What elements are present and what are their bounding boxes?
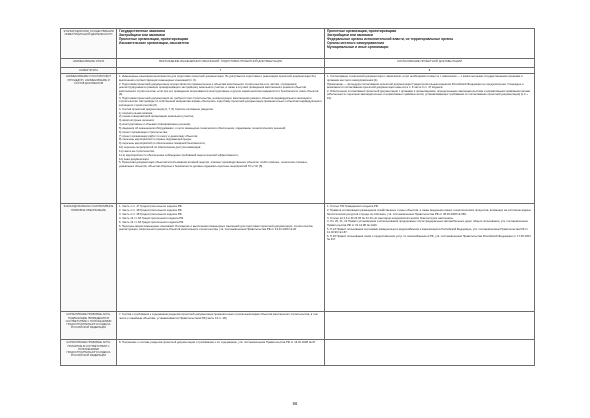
paragraph: 2) схема планировочной организации земельного участка; bbox=[119, 115, 194, 119]
paragraph: 5. Проектная документация объектов использования атомной энергии, опасных производственных объектов, особо опасных, технически сложных, уникальных объектов, объектов обороны и безопасности должна содержать перечень мероприятий ГО и ЧС [5]. bbox=[119, 161, 308, 168]
row-label: НАИМЕНОВАНИЕ И СОСТАВ РАБОТ (ПРОЦЕДУР), НАИМЕНОВАНИЕ И СОСТАВ ДОКУМЕНТОВ bbox=[61, 74, 117, 204]
acts-to-align-left-text bbox=[117, 312, 325, 340]
stage-name-right: СОГЛАСОВАНИЕ ПРОЕКТНОЙ ДОКУМЕНТАЦИИ bbox=[325, 59, 535, 68]
row-label: ЗАКОНОДАТЕЛЬНОЕ И НОРМАТИВНОЕ ПРАВОВОЕ ОБЕСПЕЧЕНИЕ bbox=[61, 204, 117, 312]
paragraph: 6) проект организации строительства; bbox=[119, 130, 168, 134]
paragraph: 7) проект организации работ по сносу и демонтажу объектов; bbox=[119, 134, 198, 138]
paragraph: 4. Часть 12 ст. 48 Градостроительного кодекса РФ. bbox=[119, 216, 184, 220]
row-label: НОРМАТИВНЫЕ ПРАВОВЫЕ АКТЫ, ПРИНЯТЫЕ В СООТВЕТСТВИИ С ПОЛОЖЕНИЯМИ ГРАДОСТРОИТЕЛЬНОГО КОДЕКСА РОССИЙСКОЙ ФЕДЕРАЦИИ bbox=[61, 340, 117, 366]
paragraph: 3. Часть 2 ст. 48 Градостроительного кодекса РФ. bbox=[119, 213, 183, 217]
participant-line: Органы местного самоуправления bbox=[327, 40, 385, 45]
paragraph: 1. Часть 1 ст. 47 Градостроительного кодекса РФ. bbox=[119, 205, 183, 209]
paragraph: 5. П.23 Правил пользования системами коммунального водоснабжения и канализации в Российской Федерации, утв. постановлением Правительства РФ от 12.02.99 № 167. bbox=[327, 227, 528, 235]
paragraph: 1) пояснительная записка; bbox=[119, 111, 153, 115]
participant-line: Государственные заказчики bbox=[119, 29, 166, 33]
paragraph: 6. П.26 Правил пользования газом и предоставления услуг по газоснабжению в РФ, утв. постановлением Правительства Российской Федерации от 17.05.2002 № 317. bbox=[327, 234, 531, 242]
paragraph: 7. Состав и требования к содержанию разделов проектной документации применительно к различным видам объектов капитального строительства, в том числе к линейным объектам, устанавливаются Правительством РФ [часть 13 ст. 48]. bbox=[119, 313, 318, 320]
participant-line: Муниципальные и иные организации bbox=[327, 44, 389, 49]
page-number: 66 bbox=[292, 401, 298, 406]
paragraph: 3. Подготовка проектной документации не требуется при строительстве, реконструкции, капитальном ремонте объектов индивидуального жилищного строительства. Застройщик по собственной инициативе вправе обеспечить подготовку проектной документации применительно к объектам индивидуального жилищного строительства [3]. bbox=[119, 96, 322, 107]
acts-adopted-row bbox=[61, 340, 535, 366]
table-header-row bbox=[61, 29, 535, 59]
paragraph: 4) конструктивные и объемно-планировочные решения; bbox=[119, 123, 191, 127]
paragraph: 4. Состав проектной документации [4, 7, 8]. Краткое изложение разделов: bbox=[119, 107, 214, 111]
paragraph: 6. Перечень видов инженерных изысканий. Положение о выполнении инженерных изысканий для подготовки проектной документации, строительства, реконструкции, капитального ремонта объектов капитального строительства, утв. постановлением Правительства РФ от 19.01.2006 № 20 bbox=[119, 224, 314, 232]
legislation-right-text bbox=[325, 204, 535, 312]
legislation-left-text bbox=[117, 204, 325, 312]
participant-line: Проектные организации, проектировщики bbox=[119, 36, 189, 41]
right-participants-cell bbox=[325, 29, 535, 59]
stage-number-left: 7 bbox=[117, 68, 325, 74]
works-row bbox=[61, 74, 535, 204]
paragraph: 1. Статья 750 Гражданского кодекса РФ. bbox=[327, 205, 379, 209]
paragraph: 8) перечень мероприятий по охране окружающей среды; bbox=[119, 138, 192, 142]
paragraph: 1. Инженерные изыскания выполняются для подготовки проектной документации. Не допускается подготовка и реализация проектной документации без выполнения соответствующих инженерных изысканий [1, 6]. bbox=[119, 75, 316, 82]
participant-line: Изыскательские организации, изыскатели bbox=[119, 40, 189, 45]
participant-line: Проектные организации, проектировщики bbox=[327, 29, 397, 33]
participant-line: Федеральные органы исполнительной власти, их территориальные органы bbox=[327, 36, 454, 41]
stage-name-label: НАИМЕНОВАНИЕ ЭТАПА bbox=[61, 59, 117, 68]
paragraph: 11.1) мероприятия по обеспечению соблюдения требований энергетической эффективности; bbox=[119, 153, 239, 157]
stage-name-left: ВЫПОЛНЕНИЕ ИНЖЕНЕРНЫХ ИЗЫСКАНИЙ, ПОДГОТОВКА ПРОЕКТНОЙ ДОКУМЕНТАЦИИ bbox=[117, 59, 325, 68]
stage-number-right: 8 bbox=[325, 68, 535, 74]
paragraph: 11) смета на строительство; bbox=[119, 149, 155, 153]
participant-line: Застройщики или заказчики bbox=[119, 32, 165, 37]
stage-label-cell: ЭТАПЫ(ПОДЭТАПЫ) ОСУЩЕСТВЛЕНИЯ ИНВЕСТИЦИОННОЙ ДЕЯТЕЛЬНОСТИ bbox=[61, 29, 117, 59]
paragraph: 2. Правила согласования размещения хозяйственных и иных объектов, а также внедрения новых технологических процессов, влияющих на состояние водных биологических ресурсов и среды их обитания, утв. постановлением Правительства РФ от 28.06.2008 № 569. bbox=[327, 209, 532, 216]
paragraph: 3) архитектурные решения; bbox=[119, 119, 155, 123]
paragraph: 2. Подготовка проектной документации осуществляется применительно к объектам капитального строительства и их частям, строящимся, реконструируемым в границах принадлежащего застройщику земельного участка, а также в случаях проведения капитального ремонта объектов капитального строительства, если при его проведении затрагиваются конструктивные и другие характеристики надежности и безопасности таких объектов [3]. bbox=[119, 82, 319, 97]
paragraph: 5) сведения об инженерном оборудовании, о сетях инженерно-технического обеспечения, содержание технологических решений; bbox=[119, 126, 286, 130]
legislation-row bbox=[61, 204, 535, 312]
stage-number-label: НОМЕР ЭТАПА bbox=[61, 68, 117, 74]
paragraph: 4. Пп. 20, 21, 22 Правил установления и использования придорожных полос федеральных автомобильных дорог общего пользования, утв. постановлением Правительства РФ от 01.12.98 № 1420. bbox=[327, 220, 528, 227]
left-participants-cell bbox=[117, 29, 325, 59]
paragraph: 9) перечень мероприятий по обеспечению пожарной безопасности; bbox=[119, 142, 206, 146]
paragraph: Примечание — процедура согласования проектной документации Градостроительным кодексом Российской Федерации не предусмотрена. Утвержден и возможности согласования проектной документации имеется в п. 8 части 4 ст. 47 Кодекса. bbox=[327, 82, 524, 90]
paragraph: 10) перечень мероприятий по обеспечению доступа инвалидов; bbox=[119, 146, 202, 150]
paragraph: 2. Часть 1 ст. 48 Градостроительного кодекса РФ. bbox=[119, 209, 183, 213]
works-left-text bbox=[117, 74, 325, 204]
acts-to-align-row bbox=[61, 312, 535, 340]
acts-adopted-right-text bbox=[325, 340, 535, 366]
acts-adopted-left-text bbox=[117, 340, 325, 366]
works-right-text bbox=[325, 74, 535, 204]
investment-stages-table bbox=[60, 28, 535, 366]
row-label: НОРМАТИВНЫЕ ПРАВОВЫЕ АКТЫ, ПОДЛЕЖАЩИЕ ПРИВЕДЕНИЮ В СООТВЕТСТВИЕ С ПОЛОЖЕНИЯМИ ГРАДОСТРОИТЕЛЬНОГО КОДЕКСА РОССИЙСКОЙ ФЕДЕРАЦИИ bbox=[61, 312, 117, 340]
acts-to-align-right-text bbox=[325, 312, 535, 340]
paragraph: 1. Согласование технической документации с заказчиком, а при необходимости вместе с заказчиком — с компетентными государственными органами и органами местного самоуправления [1]. bbox=[327, 75, 523, 82]
stage-name-row bbox=[61, 59, 535, 68]
paragraph: 5. Часть 14 ст. 48 Градостроительного кодекса РФ. bbox=[119, 220, 184, 224]
paragraph: 2. Обеспечение согласования проектной документации с органами и организациями, определенными законодательством и нормативными правовыми актами (обеспечено их перечнем законодательных и нормативных правовых актов, устанавливающих требования по согласованию проектной документации) [п.2 + 16]. bbox=[327, 90, 531, 100]
paragraph: 8. Положение о составе разделов проектной документации и требованиях к их содержанию, утв. постановлением Правительства РФ от 16.02.2008 № 87 bbox=[119, 341, 316, 345]
paragraph: 3. Статьи 12 4.6 и 30 23.05 № 13 43 «О санитарно-эпидемиологическом благополучии населения». bbox=[327, 216, 454, 220]
participant-line: Застройщики или заказчики bbox=[327, 32, 373, 37]
paragraph: 12) иная документация. bbox=[119, 157, 150, 161]
